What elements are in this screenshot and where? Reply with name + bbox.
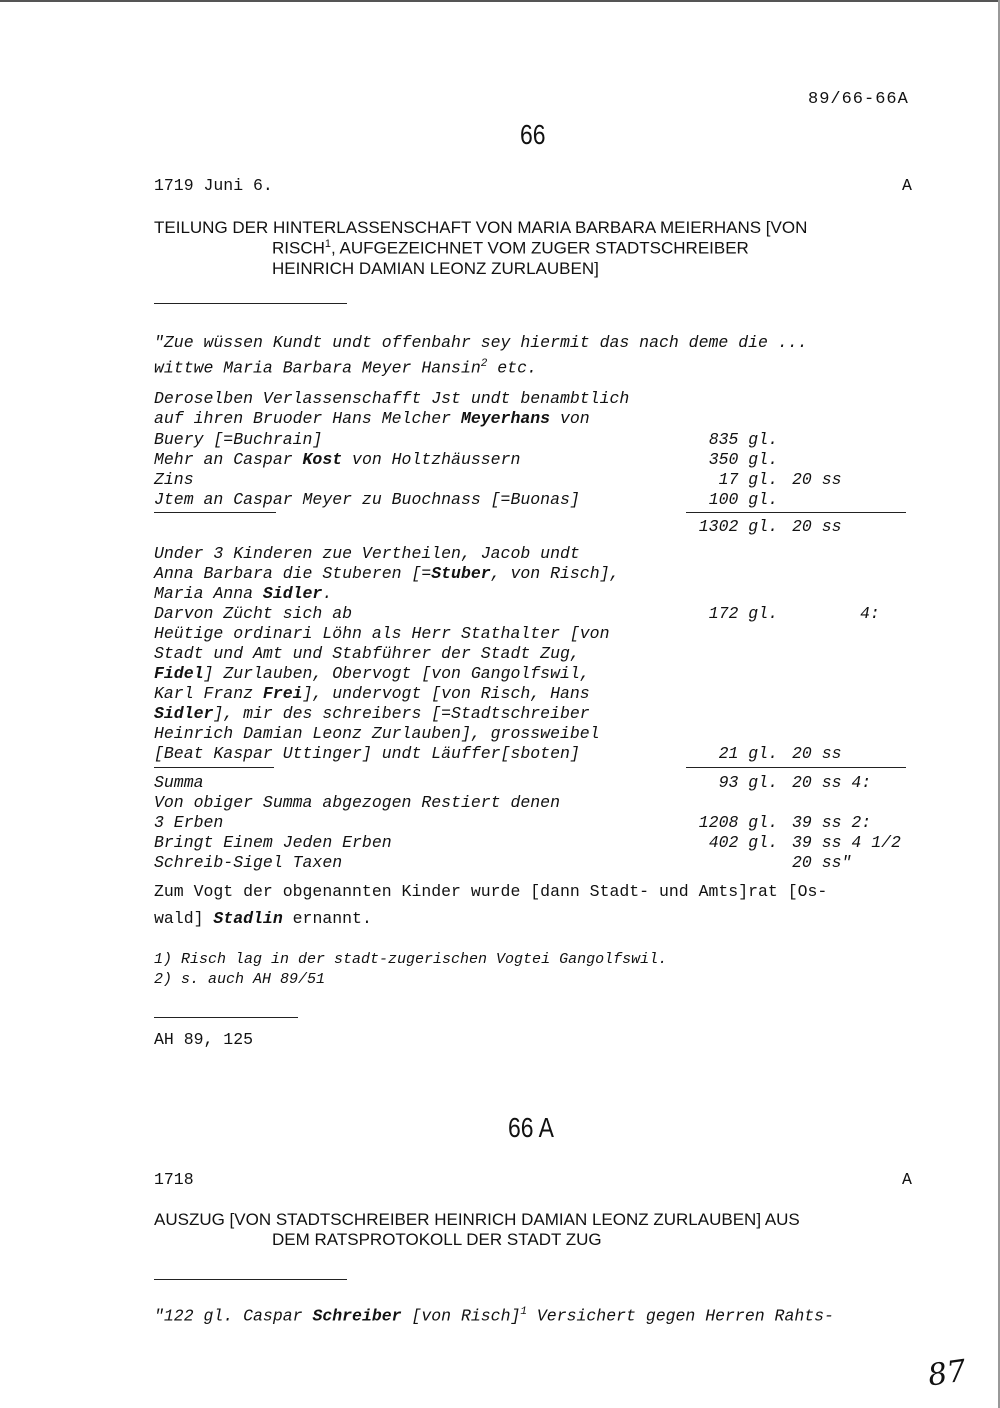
intro-line-2: wittwe Maria Barbara Meyer Hansin$^2$ etc. xyxy=(154,358,537,378)
footnote-1: 1) Risch lag in der stadt-zugerischen Vogtei Gangolfswil. xyxy=(154,951,668,968)
copy-type-66a: A xyxy=(902,1170,912,1189)
fees-line-3: Fidel] Zurlauben, Obervogt [von Gangolfswil, xyxy=(154,664,590,683)
footnote-2: 2) s. auch AH 89/51 xyxy=(154,971,326,988)
document-date: 1719 Juni 6. xyxy=(154,176,273,195)
each-row: Bringt Einem Jeden Erben 402 gl. 39 ss 4 1/2 xyxy=(154,833,901,852)
ledger-row: Buery [=Buchrain] 835 gl. xyxy=(154,430,778,449)
subtotal-row: 1302 gl. 20 ss xyxy=(698,517,842,536)
summa-row: Summa 93 gl. 20 ss 4: xyxy=(154,773,872,792)
title-line-2: RISCH$^1$, AUFGEZEICHNET VOM ZUGER STADTSCHREIBER xyxy=(272,238,749,258)
rest-line-1: Von obiger Summa abgezogen Restiert denen xyxy=(154,793,560,812)
deduct-row: Darvon Zücht sich ab 172 gl. 4: xyxy=(154,604,880,623)
copy-type: A xyxy=(902,176,912,195)
fees-row: [Beat Kaspar Uttinger] undt Läuffer[sboten] 21 gl. 20 ss xyxy=(154,744,842,763)
tax-row: Schreib-Sigel Taxen 20 ss" xyxy=(154,853,852,872)
document-date-66a: 1718 xyxy=(154,1170,194,1189)
footnote-ref-1: 1 xyxy=(324,238,332,250)
title-line-3: HEINRICH DAMIAN LEONZ ZURLAUBEN] xyxy=(272,259,599,278)
para2-line-1: Under 3 Kinderen zue Vertheilen, Jacob undt xyxy=(154,544,580,563)
title-66a-divider xyxy=(154,1279,347,1280)
source-reference: AH 89, 125 xyxy=(154,1030,254,1049)
fees-line-1: Heütige ordinari Löhn als Herr Stathalter [von xyxy=(154,624,610,643)
title-66a-line-1: AUSZUG [VON STADTSCHREIBER HEINRICH DAMIAN LEONZ ZURLAUBEN] AUS xyxy=(154,1210,800,1229)
ledger-rule-left xyxy=(154,512,276,513)
vogt-line-1: Zum Vogt der obgenannten Kinder wurde [dann Stadt- und Amts]rat [Os- xyxy=(154,882,828,901)
para1-line-1: Deroselben Verlassenschafft Jst undt benambtlich xyxy=(154,389,630,408)
summa-rule-left xyxy=(154,767,274,768)
handwritten-page-mark: 87 xyxy=(925,1353,969,1394)
para2-line-2: Anna Barbara die Stuberen [=Stuber, von Risch], xyxy=(154,564,620,583)
para1-line-2: auf ihren Bruoder Hans Melcher Meyerhans von xyxy=(154,409,590,428)
footnote-ref-66a: 1 xyxy=(520,1306,527,1318)
document-number: 66 xyxy=(520,119,546,150)
ledger-row: Jtem an Caspar Meyer zu Buochnass [=Buonas] 100 gl. xyxy=(154,490,778,509)
quote-66a: "122 gl. Caspar Schreiber [von Risch]$^1$ Versichert gegen Herren Rahts- xyxy=(154,1306,834,1326)
title-66a-line-2: DEM RATSPROTOKOLL DER STADT ZUG xyxy=(272,1230,602,1249)
title-line-1: TEILUNG DER HINTERLASSENSCHAFT VON MARIA BARBARA MEIERHANS [VON xyxy=(154,218,808,237)
fees-line-6: Heinrich Damian Leonz Zurlauben], grossweibel xyxy=(154,724,600,743)
ledger-row: Mehr an Caspar Kost von Holtzhäussern 350 gl. xyxy=(154,450,778,469)
vogt-line-2: wald] Stadlin ernannt. xyxy=(154,909,372,928)
document-number-66a: 66 A xyxy=(508,1112,554,1143)
footnote-ref-2: 2 xyxy=(480,358,488,370)
source-divider xyxy=(154,1017,298,1018)
ledger-row: Zins 17 gl. 20 ss xyxy=(154,470,842,489)
fees-line-2: Stadt und Amt und Stabführer der Stadt Zug, xyxy=(154,644,580,663)
para2-line-3: Maria Anna Sidler. xyxy=(154,584,333,603)
intro-line-1: "Zue wüssen Kundt undt offenbahr sey hiermit das nach deme die ... xyxy=(154,333,808,352)
title-divider xyxy=(154,303,347,304)
fees-line-5: Sidler], mir des schreibers [=Stadtschreiber xyxy=(154,704,590,723)
fees-line-4: Karl Franz Frei], undervogt [von Risch, Hans xyxy=(154,684,590,703)
summa-rule-right xyxy=(686,767,906,768)
ledger-rule-total xyxy=(686,512,906,513)
rest-row: 3 Erben 1208 gl. 39 ss 2: xyxy=(154,813,872,832)
scan-edge-top xyxy=(0,0,1000,2)
archive-reference: 89/66-66A xyxy=(808,90,909,109)
